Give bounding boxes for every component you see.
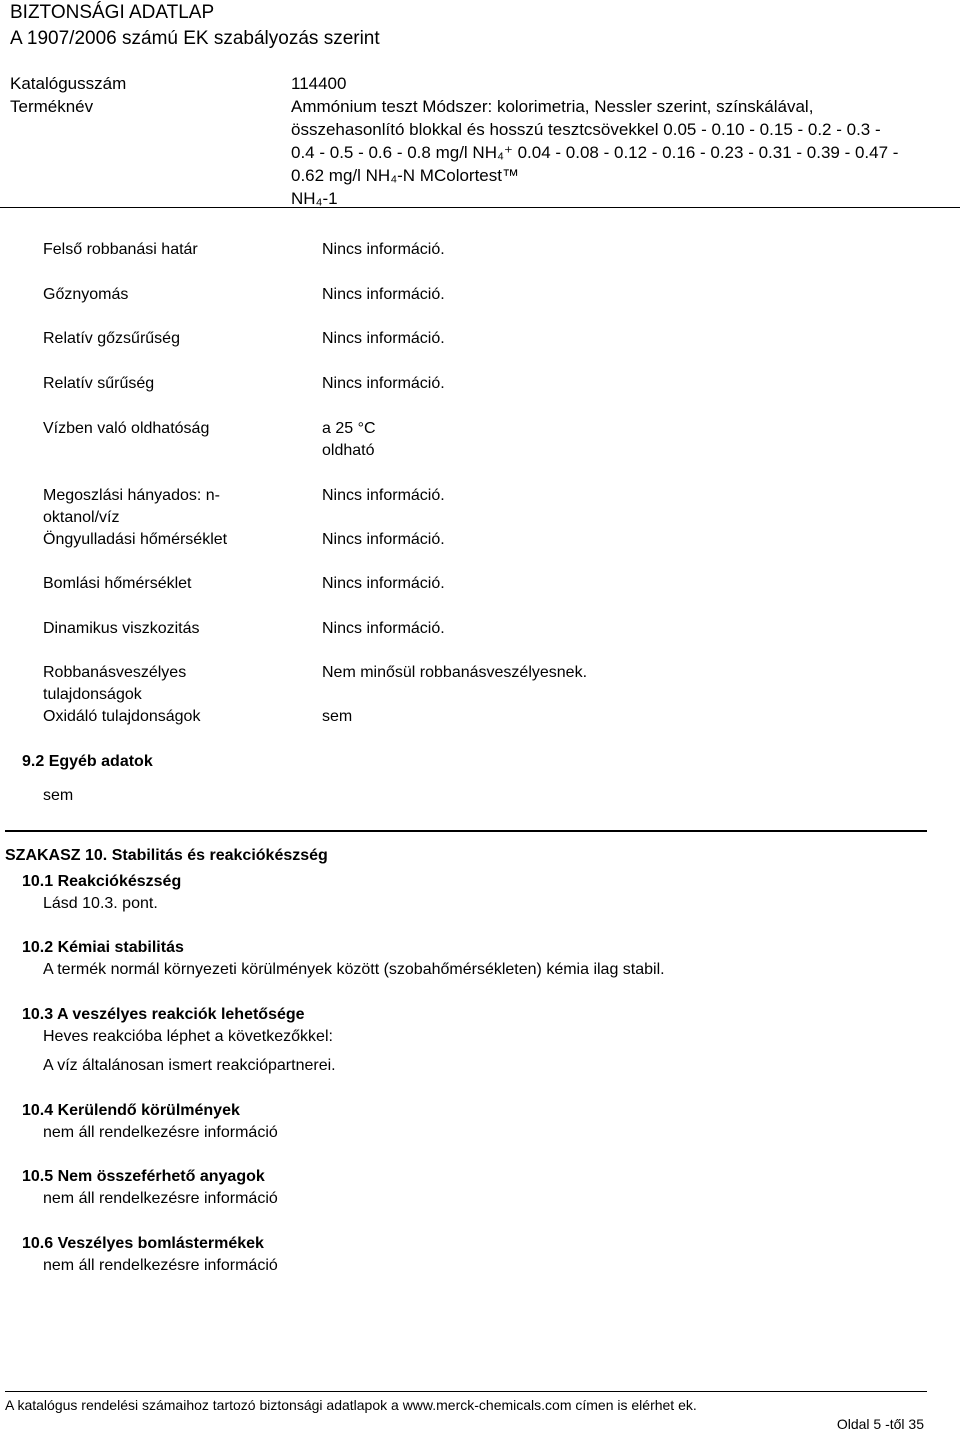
section-divider	[5, 830, 927, 832]
product-line: Ammónium teszt Módszer: kolorimetria, Nessler szerint, színskálával,	[291, 97, 814, 116]
property-value: Nincs információ.	[322, 531, 445, 548]
footer-divider	[5, 1391, 927, 1392]
property-label: Öngyulladási hőmérséklet	[43, 531, 228, 548]
property-label: oktanol/víz	[43, 509, 120, 526]
section10-heading: SZAKASZ 10. Stabilitás és reakciókészség	[5, 847, 328, 864]
subsection-text: A termék normál környezeti körülmények között (szobahőmérsékleten) kémia ilag stabil.	[43, 961, 665, 978]
property-label: Bomlási hőmérséklet	[43, 575, 192, 592]
property-label: Felső robbanási határ	[43, 241, 198, 258]
product-line: NH₄-1	[291, 189, 338, 208]
property-label: tulajdonságok	[43, 686, 142, 703]
subsection-text: Heves reakcióba léphet a következőkkel:	[43, 1028, 333, 1045]
subsection-text: Lásd 10.3. pont.	[43, 895, 158, 912]
subsection-heading: 10.4 Kerülendő körülmények	[22, 1102, 240, 1119]
property-value: Nincs információ.	[322, 286, 445, 303]
product-name	[291, 95, 898, 210]
property-label: Dinamikus viszkozitás	[43, 620, 200, 637]
property-value: Nincs információ.	[322, 330, 445, 347]
header-divider	[0, 207, 960, 208]
page-number: Oldal 5 -től 35	[836, 1416, 924, 1432]
other-data-text: sem	[43, 787, 74, 804]
subsection-text: nem áll rendelkezésre információ	[43, 1257, 278, 1274]
product-line: 0.4 - 0.5 - 0.6 - 0.8 mg/l NH₄⁺ 0.04 - 0.08 - 0.12 - 0.16 - 0.23 - 0.31 - 0.39 - 0.47 -	[291, 143, 899, 162]
property-value: Nincs információ.	[322, 241, 445, 258]
property-label: Relatív gőzsűrűség	[43, 330, 180, 347]
property-value: oldható	[322, 442, 375, 459]
subsection-heading: 10.1 Reakciókészség	[22, 873, 182, 890]
property-value: Nincs információ.	[322, 375, 445, 392]
property-value: Nincs információ.	[322, 620, 445, 637]
catalog-label: Katalógusszám	[10, 74, 127, 93]
subsection-text: nem áll rendelkezésre információ	[43, 1124, 278, 1141]
property-label: Relatív sűrűség	[43, 375, 155, 392]
other-data-heading: 9.2 Egyéb adatok	[22, 753, 153, 770]
property-label: Oxidáló tulajdonságok	[43, 708, 201, 725]
subsection-text: nem áll rendelkezésre információ	[43, 1190, 278, 1207]
property-value: a 25 °C	[322, 420, 376, 437]
property-value: sem	[322, 708, 353, 725]
subsection-heading: 10.5 Nem összeférhető anyagok	[22, 1168, 265, 1185]
property-label: Gőznyomás	[43, 286, 129, 303]
product-label: Terméknév	[10, 97, 94, 116]
document-title: BIZTONSÁGI ADATLAP	[10, 2, 215, 23]
subsection-heading: 10.2 Kémiai stabilitás	[22, 939, 184, 956]
subsection-text: A víz általánosan ismert reakciópartnerei.	[43, 1057, 336, 1074]
property-label: Robbanásveszélyes	[43, 664, 187, 681]
product-line: összehasonlító blokkal és hosszú tesztcsövekkel 0.05 - 0.10 - 0.15 - 0.2 - 0.3 -	[291, 120, 881, 139]
subsection-heading: 10.6 Veszélyes bomlástermékek	[22, 1235, 264, 1252]
property-value: Nincs információ.	[322, 575, 445, 592]
property-label: Megoszlási hányados: n-	[43, 487, 220, 504]
footer-note: A katalógus rendelési számaihoz tartozó biztonsági adatlapok a www.merck-chemicals.com címen is elérhet ek.	[5, 1397, 697, 1413]
product-line: 0.62 mg/l NH₄-N MColortest™	[291, 166, 519, 185]
property-value: Nincs információ.	[322, 487, 445, 504]
property-label: Vízben való oldhatóság	[43, 420, 210, 437]
property-value: Nem minősül robbanásveszélyesnek.	[322, 664, 588, 681]
catalog-value: 114400	[291, 74, 347, 93]
document-subtitle: A 1907/2006 számú EK szabályozás szerint	[10, 28, 380, 49]
subsection-heading: 10.3 A veszélyes reakciók lehetősége	[22, 1006, 305, 1023]
